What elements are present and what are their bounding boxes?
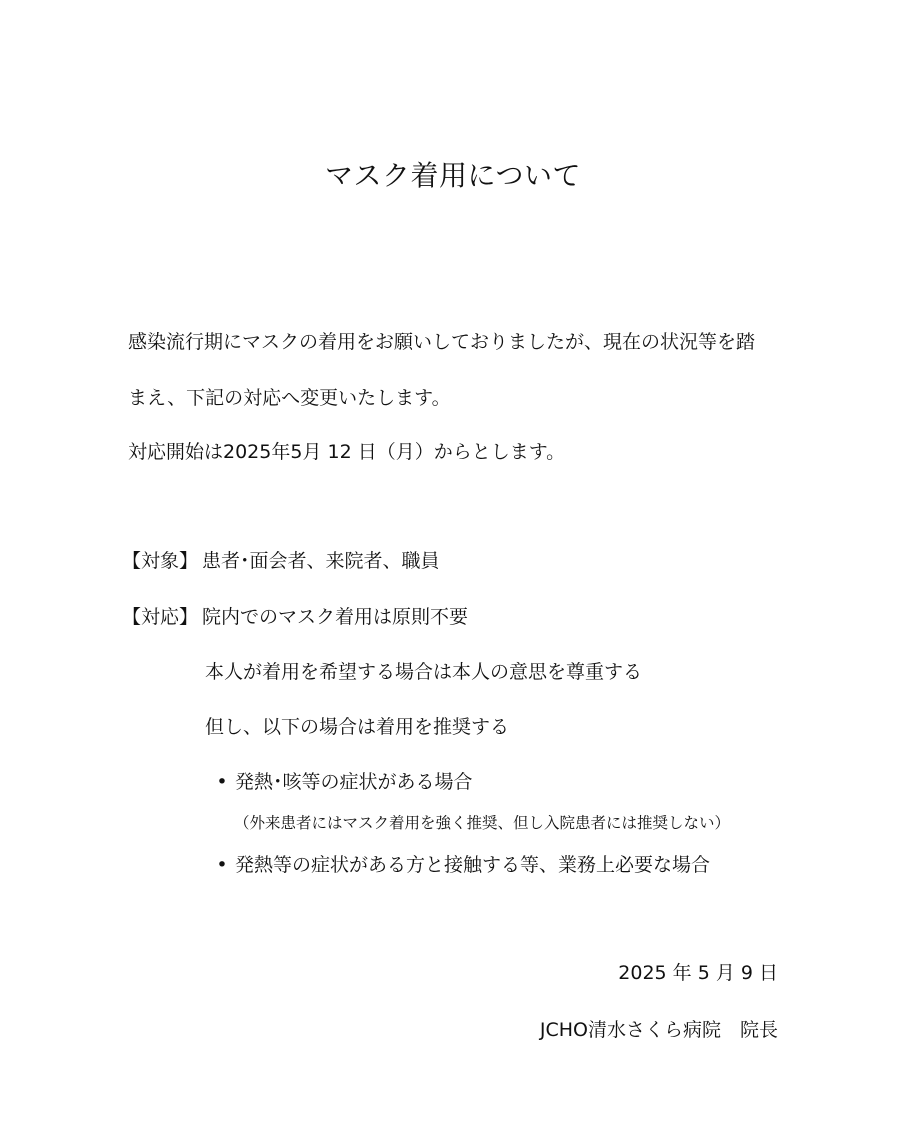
bullet-text: 発熱･咳等の症状がある場合 [235,771,473,793]
issue-date: 2025 年 5 月 9 日 [618,962,778,984]
target-text: 患者･面会者、来院者、職員 [202,550,440,572]
target-section [122,549,440,573]
bullet-icon: • [216,854,228,876]
page-title: マスク着用について [325,159,581,192]
intro-line-2: まえ、下記の対応へ変更いたします。 [128,387,451,409]
intro-line-3: 対応開始は2025年5月 12 日（月）からとします。 [128,441,566,463]
bullet-text: 発熱等の症状がある方と接触する等、業務上必要な場合 [235,854,711,876]
response-section [122,605,468,629]
response-text: 院内でのマスク着用は原則不要 [202,606,469,628]
response-label: 【対応】 [122,606,199,628]
response-sub-1: 本人が着用を希望する場合は本人の意思を尊重する [205,661,643,683]
response-sub-2: 但し、以下の場合は着用を推奨する [205,716,510,738]
signature: JCHO清水さくら病院 院長 [539,1019,778,1041]
target-label: 【対象】 [122,550,199,572]
bullet-note: （外来患者にはマスク着用を強く推奨、但し入院患者には推奨しない） [234,814,731,832]
bullet-icon: • [216,771,228,793]
intro-line-1: 感染流行期にマスクの着用をお願いしておりましたが、現在の状況等を踏 [128,331,756,353]
